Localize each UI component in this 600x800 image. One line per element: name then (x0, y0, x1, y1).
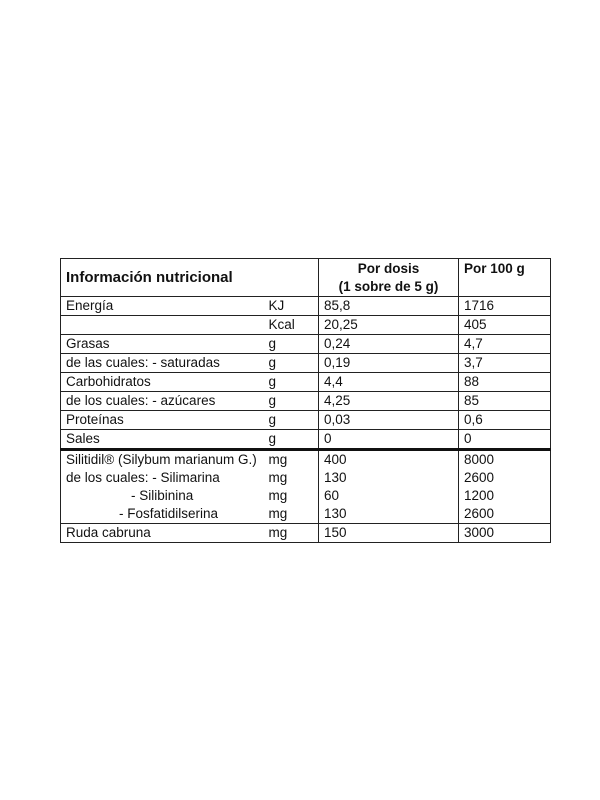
table-row (61, 411, 551, 430)
header-per-100g: Por 100 g (459, 259, 551, 297)
table-header-row (61, 259, 551, 297)
table-row (61, 487, 551, 505)
nutrition-table-wrapper (60, 258, 550, 543)
table-row (61, 469, 551, 487)
row-per100: 2600 (459, 469, 551, 487)
row-name: Grasas (61, 335, 269, 354)
row-name: Energía (61, 297, 269, 316)
header-title: Información nutricional (61, 259, 319, 297)
row-per100: 3,7 (459, 354, 551, 373)
table-row (61, 524, 551, 543)
nutrition-table (60, 258, 551, 543)
row-dose: 4,25 (319, 392, 459, 411)
row-dose: 130 (319, 469, 459, 487)
table-row (61, 430, 551, 450)
header-per-dose-line2: (1 sobre de 5 g) (338, 278, 439, 294)
row-name (61, 316, 269, 335)
row-unit: mg (269, 505, 319, 524)
table-row (61, 373, 551, 392)
row-per100: 88 (459, 373, 551, 392)
row-unit: mg (268, 452, 288, 467)
row-per100: 0 (459, 430, 551, 450)
row-per100: 1716 (459, 297, 551, 316)
row-per100: 405 (459, 316, 551, 335)
row-unit: g (269, 373, 319, 392)
row-unit: mg (269, 524, 319, 543)
row-unit: mg (268, 470, 288, 485)
row-name: - Fosfatidilserina (61, 505, 269, 524)
row-per100: 85 (459, 392, 551, 411)
table-row (61, 316, 551, 335)
row-dose: 0 (319, 430, 459, 450)
row-name: de los cuales: - azúcares (61, 392, 269, 411)
row-name: Sales (61, 430, 269, 450)
row-unit: g (269, 335, 319, 354)
table-row (61, 354, 551, 373)
row-per100: 1200 (459, 487, 551, 505)
row-dose: 0,03 (319, 411, 459, 430)
row-dose: 85,8 (319, 297, 459, 316)
row-per100: 2600 (459, 505, 551, 524)
row-dose: 4,4 (319, 373, 459, 392)
row-per100: 0,6 (459, 411, 551, 430)
row-dose: 130 (319, 505, 459, 524)
row-unit: g (269, 430, 319, 450)
row-dose: 0,24 (319, 335, 459, 354)
row-dose: 20,25 (319, 316, 459, 335)
table-row (61, 297, 551, 316)
header-per-dose-line1: Por dosis (357, 260, 420, 276)
row-name: Carbohidratos (61, 373, 269, 392)
table-row (61, 450, 551, 470)
row-name: Silitidil® (Silybum marianum G.) (61, 450, 269, 470)
row-unit: Kcal (269, 316, 319, 335)
row-unit: g (269, 411, 319, 430)
table-row (61, 392, 551, 411)
row-name: Ruda cabruna (61, 524, 269, 543)
row-per100: 3000 (459, 524, 551, 543)
row-unit: g (269, 392, 319, 411)
row-name: de las cuales: - saturadas (61, 354, 269, 373)
row-name: - Silibinina (61, 487, 269, 505)
row-dose: 400 (319, 450, 459, 470)
row-dose: 0,19 (319, 354, 459, 373)
row-dose: 150 (319, 524, 459, 543)
table-row (61, 335, 551, 354)
row-dose: 60 (319, 487, 459, 505)
row-unit: g (269, 354, 319, 373)
row-unit: mg (268, 488, 288, 503)
row-name: Proteínas (61, 411, 269, 430)
row-per100: 4,7 (459, 335, 551, 354)
table-row (61, 505, 551, 524)
row-name: de los cuales: - Silimarina (61, 469, 269, 487)
row-unit: KJ (269, 297, 319, 316)
header-per-dose (319, 259, 459, 297)
row-per100: 8000 (459, 450, 551, 470)
